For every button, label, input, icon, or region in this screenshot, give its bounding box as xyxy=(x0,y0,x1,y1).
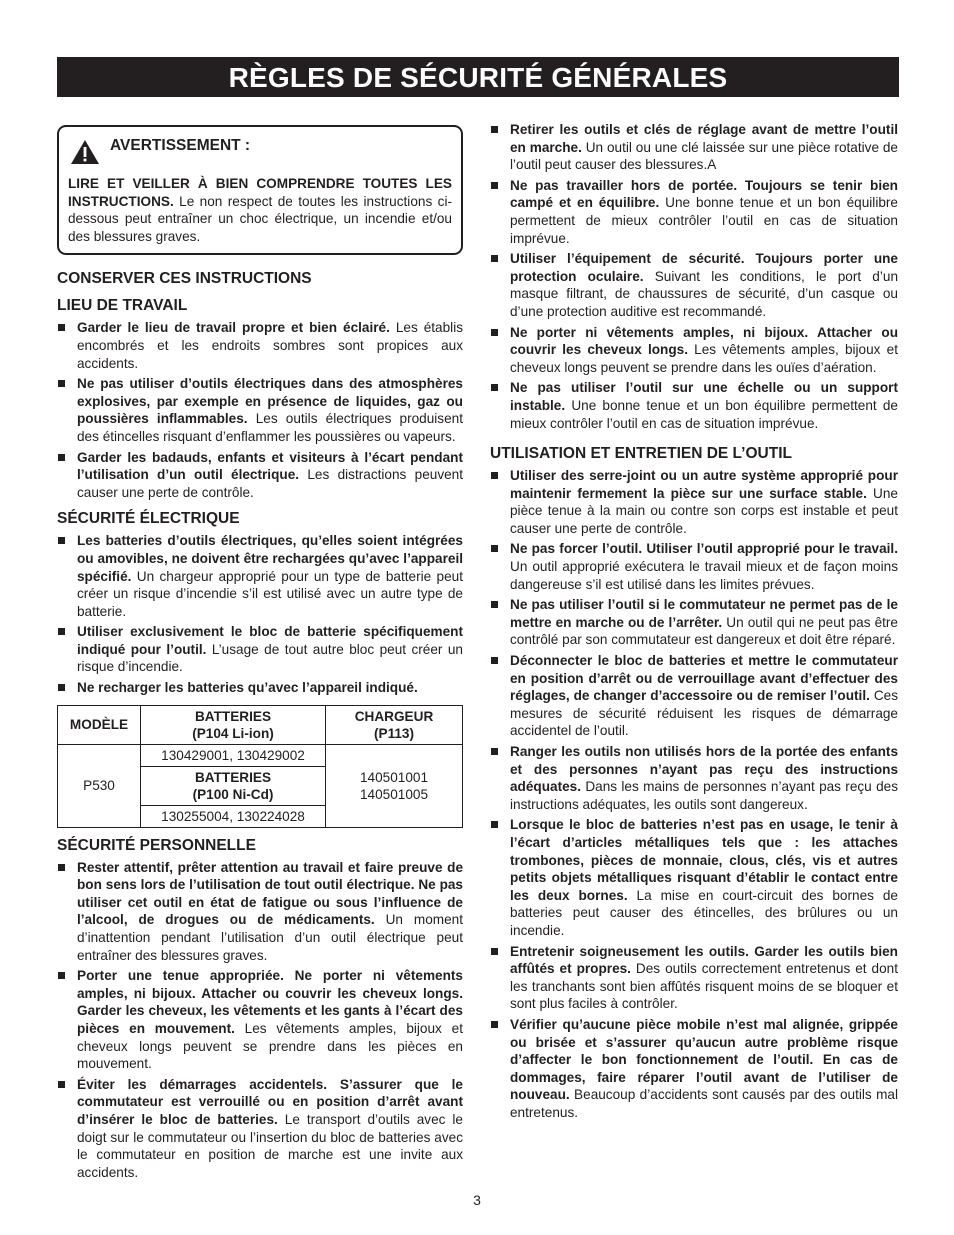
personal-list xyxy=(57,859,463,1182)
list-item: Ne pas forcer l’outil. Utiliser l’outil approprié pour le travail. Un outil approprié exécutera le travail mieux et de façon moins dangereuse s’il est utilisé dans les limites prévues. xyxy=(490,540,898,593)
table-cell: 130429001, 130429002 xyxy=(141,744,326,766)
list-item: Utiliser des serre-joint ou un autre système approprié pour maintenir fermement la pièce sur une surface stable. Une pièce tenue à la main ou contre son corps est instable et peut causer une perte de contrôle. xyxy=(490,467,898,537)
list-item: Porter une tenue appropriée. Ne porter ni vêtements amples, ni bijoux. Attacher ou couvrir les cheveux longs. Garder les cheveux, les vêtements et les gants à l’écart des pièces en mouvement. Les vêtements amples, bijoux et cheveux longs peuvent se prendre dans les pièces en mouvement. xyxy=(57,967,463,1073)
list-item: Garder le lieu de travail propre et bien éclairé. Les établis encombrés et les endroits sombres sont propices aux accidents. xyxy=(57,319,463,372)
table-cell-model: P530 xyxy=(58,744,141,827)
list-item: Déconnecter le bloc de batteries et mettre le commutateur en position d’arrêt ou de verrouillage avant d’effectuer des réglages, de changer d’accessoire ou de remiser l’outil. Ces mesures de sécurité réduisent les risques de démarrage accidentel de l’outil. xyxy=(490,652,898,740)
warning-header xyxy=(68,137,452,165)
list-item: Les batteries d’outils électriques, qu’elles soient intégrées ou amovibles, ne doivent être rechargées qu’avec l’appareil spécifié. Un chargeur approprié pour un type de batterie peut créer un risque d’incendie s’il est utilisé avec un autre type de batterie. xyxy=(57,532,463,620)
personal-heading: SÉCURITÉ PERSONNELLE xyxy=(57,836,256,854)
warning-body: Le non respect de toutes les instructions ci-dessous peut entraîner un choc électrique, un incendie et/ou des blessures graves. xyxy=(68,193,452,244)
list-item: Lorsque le bloc de batteries n’est pas en usage, le tenir à l’écart d’articles métalliques tels que : les attaches trombones, pièces de monnaie, clous, clés, vis et autres petits objets métalliques risquant d’établir le contact entre les deux bornes. La mise en court-circuit des bornes de batteries peut causer des étincelles, des brûlures ou un incendie. xyxy=(490,816,898,939)
left-column xyxy=(57,117,463,1184)
battery-table xyxy=(57,705,463,828)
page-number: 3 xyxy=(473,1192,481,1208)
table-cell-charger: 140501001 140501005 xyxy=(326,744,463,827)
table-header-model: MODÈLE xyxy=(58,705,141,744)
table-header-batteries: BATTERIES (P104 Li-ion) xyxy=(141,705,326,744)
list-item: Utiliser exclusivement le bloc de batterie spécifiquement indiqué pour l’outil. L’usage de tout autre bloc peut créer un risque d’incendie. xyxy=(57,623,463,676)
table-cell: 130255004, 130224028 xyxy=(141,805,326,827)
usage-heading: UTILISATION ET ENTRETIEN DE L’OUTIL xyxy=(490,445,792,463)
list-item: Entretenir soigneusement les outils. Garder les outils bien affûtés et propres. Des outils correctement entretenus et dont les tranchants sont bien affûtés risquent moins de se bloquer et sont plus faciles à contrôler. xyxy=(490,943,898,1013)
list-item: Ranger les outils non utilisés hors de la portée des enfants et des personnes n’ayant pas reçu des instructions adéquates. Dans les mains de personnes n’ayant pas reçu des instructions adéquates, les outils sont dangereux. xyxy=(490,743,898,813)
warning-lead: LIRE ET VEILLER À BIEN COMPRENDRE TOUTES LES INSTRUCTIONS. xyxy=(68,176,452,209)
warning-text xyxy=(68,175,452,245)
list-item: Ne pas utiliser d’outils électriques dans des atmosphères explosives, par exemple en présence de liquides, gaz ou poussières inflammables. Les outils électriques produisent des étincelles risquant d’enflammer les poussières ou vapeurs. xyxy=(57,375,463,445)
list-item: Ne recharger les batteries qu’avec l’appareil indiqué. xyxy=(57,679,463,697)
table-cell-batteries-nicd: BATTERIES (P100 Ni-Cd) xyxy=(141,766,326,805)
list-item: Rester attentif, prêter attention au travail et faire preuve de bon sens lors de l’utilisation de tout outil électrique. Ne pas utiliser cet outil en état de fatigue ou sous l’influence de l’alcool, de drogues ou de médicaments. Un moment d’inattention pendant l’utilisation d’un outil électrique peut entraîner des blessures graves. xyxy=(57,859,463,965)
list-item: Ne pas utiliser l’outil si le commutateur ne permet pas de le mettre en marche ou de l’arrêter. Un outil qui ne peut pas être contrôlé par son commutateur est dangereux et doit être réparé. xyxy=(490,596,898,649)
personal-list-continued xyxy=(490,121,898,432)
list-item: Ne porter ni vêtements amples, ni bijoux. Attacher ou couvrir les cheveux longs. Les vêtements amples, bijoux et cheveux longs peuvent se prendre dans les ouïes d’aération. xyxy=(490,324,898,377)
electrical-list xyxy=(57,532,463,696)
usage-list xyxy=(490,467,898,1121)
list-item: Retirer les outils et clés de réglage avant de mettre l’outil en marche. Un outil ou une clé laissée sur une pièce rotative de l’outil peut causer des blessures.A xyxy=(490,121,898,174)
warning-title: AVERTISSEMENT : xyxy=(110,137,251,154)
electrical-heading: SÉCURITÉ ÉLECTRIQUE xyxy=(57,510,240,528)
conserve-heading: CONSERVER CES INSTRUCTIONS xyxy=(57,270,312,288)
list-item: Ne pas travailler hors de portée. Toujours se tenir bien campé et en équilibre. Une bonne tenue et un bon équilibre permettent de mieux contrôler l’outil en cas de situation imprévue. xyxy=(490,177,898,247)
page-title: RÈGLES DE SÉCURITÉ GÉNÉRALES xyxy=(57,57,899,97)
workplace-heading: LIEU DE TRAVAIL xyxy=(57,297,188,315)
right-column xyxy=(490,121,898,1124)
warning-box xyxy=(57,125,463,255)
warning-triangle-icon xyxy=(70,139,100,165)
list-item: Ne pas utiliser l’outil sur une échelle ou un support instable. Une bonne tenue et un bon équilibre permettent de mieux contrôler l’outil en cas de situation imprévue. xyxy=(490,379,898,432)
workplace-list xyxy=(57,319,463,501)
list-item: Garder les badauds, enfants et visiteurs à l’écart pendant l’utilisation d’un outil électrique. Les distractions peuvent causer une perte de contrôle. xyxy=(57,449,463,502)
list-item: Éviter les démarrages accidentels. S’assurer que le commutateur est verrouillé ou en position d’arrêt avant d’insérer le bloc de batteries. Le transport d’outils avec le doigt sur le commutateur ou l’insertion du bloc de batteries avec le commutateur en position de marche est une invite aux accidents. xyxy=(57,1076,463,1182)
list-item: Utiliser l’équipement de sécurité. Toujours porter une protection oculaire. Suivant les conditions, le port d’un masque filtrant, de chaussures de sécurité, d’un casque ou d’une protection auditive est recommandé. xyxy=(490,250,898,320)
list-item: Vérifier qu’aucune pièce mobile n’est mal alignée, grippée ou brisée et s’assurer qu’aucun autre problème risque d’affecter le bon fonctionnement de l’outil. En cas de dommages, faire réparer l’outil avant de l’utiliser de nouveau. Beaucoup d’accidents sont causés par des outils mal entretenus. xyxy=(490,1016,898,1122)
table-header-charger: CHARGEUR (P113) xyxy=(326,705,463,744)
